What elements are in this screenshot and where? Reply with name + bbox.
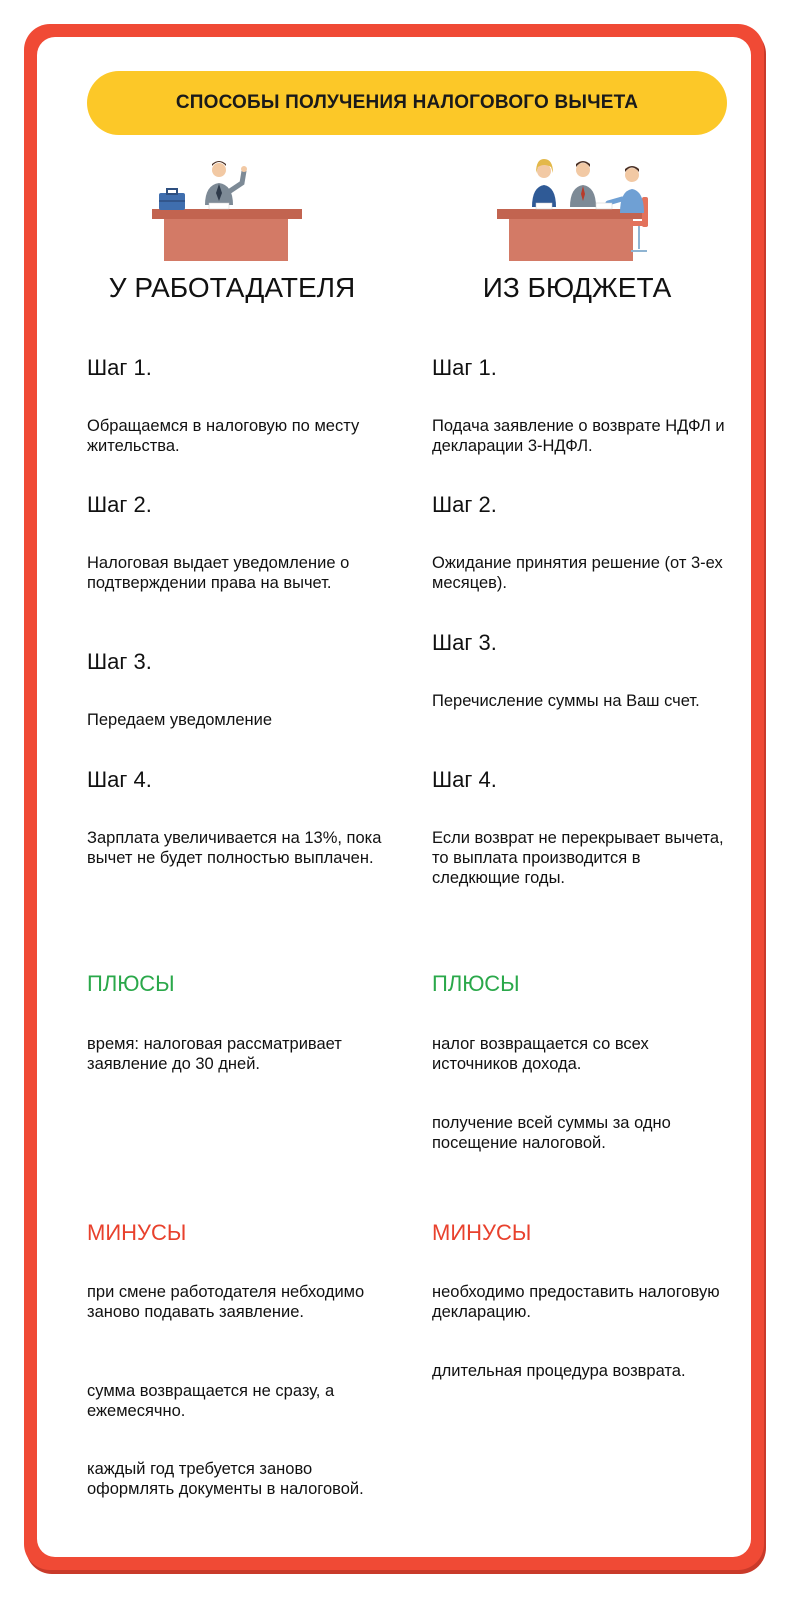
pros-item: время: налоговая рассматривает заявление до 30 дней. bbox=[87, 1035, 342, 1073]
step-text: Передаем уведомление bbox=[87, 711, 273, 729]
step-text: Зарплата увеличивается на 13%, пока вычет не будет полностью выплачен. bbox=[87, 829, 382, 867]
step-label: Шаг 3. bbox=[432, 630, 497, 655]
cons-item: длительная процедура возврата. bbox=[432, 1362, 686, 1380]
step-text: Ожидание принятия решение (от 3-ех месяцев). bbox=[432, 554, 723, 592]
page-title: СПОСОБЫ ПОЛУЧЕНИЯ НАЛОГОВОГО ВЫЧЕТА bbox=[175, 92, 639, 113]
step-text: Налоговая выдает уведомление о подтверждении права на вычет. bbox=[87, 554, 350, 592]
column-heading: У РАБОТАДАТЕЛЯ bbox=[108, 272, 356, 303]
cons-item: сумма возвращается не сразу, а ежемесячно. bbox=[87, 1382, 335, 1420]
cons-heading: МИНУСЫ bbox=[432, 1220, 532, 1245]
infographic-card bbox=[37, 37, 751, 1557]
committee-meeting-icon bbox=[492, 157, 672, 262]
step-label: Шаг 1. bbox=[432, 355, 497, 380]
cons-item: каждый год требуется заново оформлять документы в налоговой. bbox=[87, 1460, 364, 1498]
cons-item: при смене работодателя небходимо заново подавать заявление. bbox=[87, 1283, 365, 1321]
step-label: Шаг 2. bbox=[87, 492, 152, 517]
pros-heading: ПЛЮСЫ bbox=[87, 971, 175, 996]
step-text: Подача заявление о возврате НДФЛ и декларации 3-НДФЛ. bbox=[432, 417, 725, 455]
column-heading: ИЗ БЮДЖЕТА bbox=[482, 272, 672, 303]
step-label: Шаг 1. bbox=[87, 355, 152, 380]
cons-heading: МИНУСЫ bbox=[87, 1220, 187, 1245]
step-label: Шаг 2. bbox=[432, 492, 497, 517]
pros-heading: ПЛЮСЫ bbox=[432, 971, 520, 996]
step-text: Если возврат не перекрывает вычета, то выплата производится в следкющие годы. bbox=[432, 829, 724, 887]
pros-item: налог возвращается со всех источников дохода. bbox=[432, 1035, 649, 1073]
step-text: Перечисление суммы на Ваш счет. bbox=[432, 692, 700, 710]
pros-item: получение всей суммы за одно посещение налоговой. bbox=[432, 1114, 671, 1152]
infographic-frame bbox=[24, 24, 764, 1570]
step-label: Шаг 3. bbox=[87, 649, 152, 674]
step-text: Обращаемся в налоговую по месту жительства. bbox=[87, 417, 360, 455]
step-label: Шаг 4. bbox=[432, 767, 497, 792]
title-banner bbox=[87, 71, 727, 135]
single-official-at-desk-icon bbox=[147, 157, 307, 262]
cons-item: необходимо предоставить налоговую декларацию. bbox=[432, 1283, 720, 1321]
step-label: Шаг 4. bbox=[87, 767, 152, 792]
